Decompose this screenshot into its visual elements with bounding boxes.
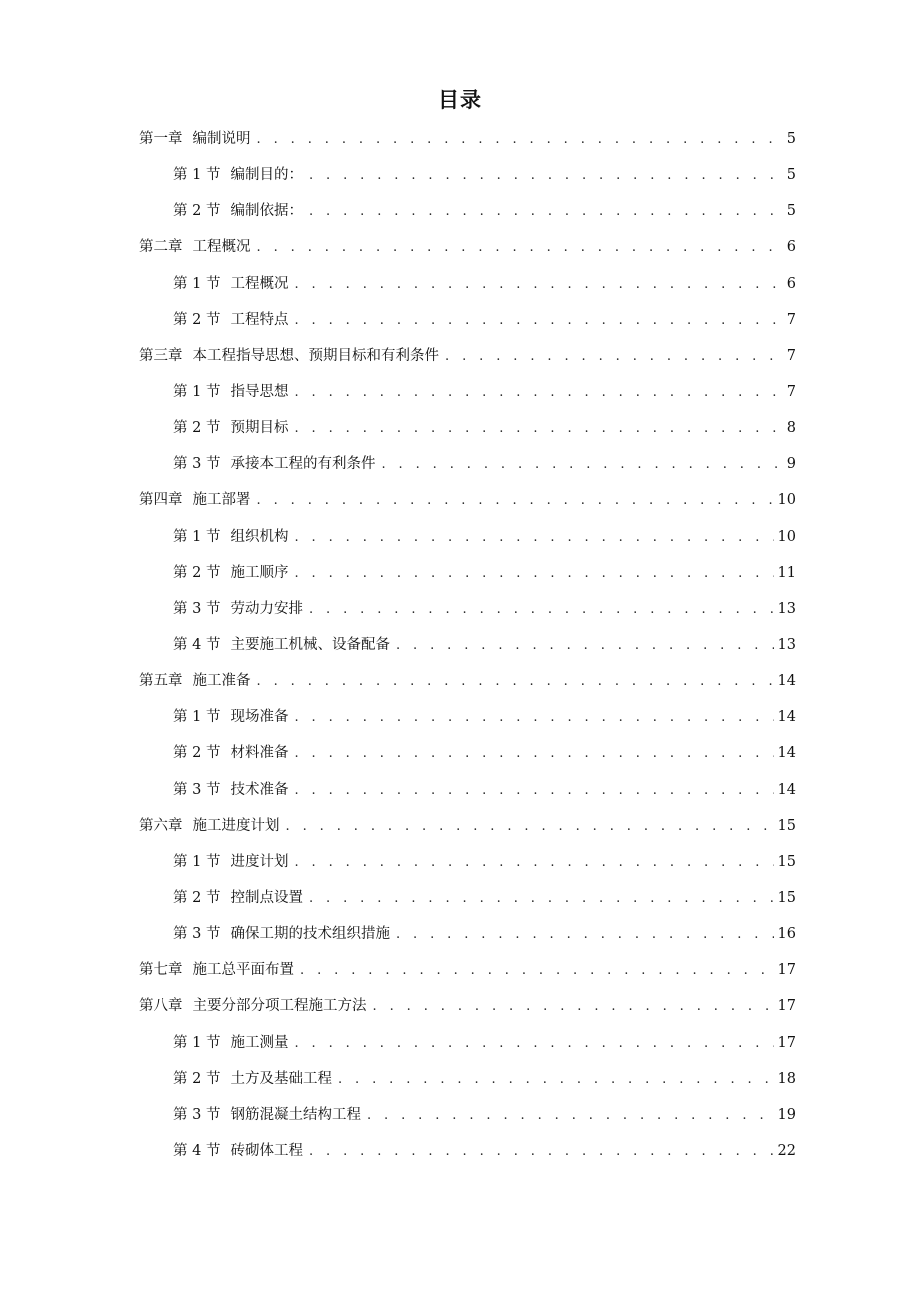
toc-page-number: 14	[777, 781, 796, 798]
toc-dot-leader	[373, 991, 774, 1023]
toc-dot-leader	[294, 847, 773, 879]
toc-dot-leader	[309, 160, 783, 192]
toc-page-number: 14	[777, 673, 796, 690]
toc-entry-text: 本工程指导思想、预期目标和有利条件	[192, 347, 439, 364]
toc-chapter-entry[interactable]	[139, 990, 796, 1026]
toc-entry-label	[173, 159, 303, 191]
toc-section-entry[interactable]	[139, 376, 796, 412]
toc-entry-text: 施工总平面布置	[192, 962, 294, 979]
toc-page-number: 13	[777, 636, 796, 653]
toc-page-number: 5	[786, 131, 796, 147]
toc-entry-label	[173, 882, 303, 914]
toc-page-number: 10	[777, 492, 796, 509]
toc-dot-leader	[257, 666, 774, 698]
toc-page-number: 14	[777, 709, 796, 726]
toc-entry-label	[173, 593, 303, 625]
toc-section-entry[interactable]	[139, 521, 796, 557]
toc-page-number: 15	[777, 889, 796, 906]
toc-entry-text: 技术准备	[230, 781, 289, 798]
toc-entry-number: 第 2 节	[173, 203, 221, 220]
toc-page-number: 7	[786, 347, 796, 364]
toc-entry-text: 施工准备	[192, 673, 251, 690]
toc-entry-number: 第 2 节	[173, 311, 221, 328]
toc-entry-label	[173, 1135, 303, 1167]
toc-entry-text: 编制说明	[192, 131, 251, 147]
toc-entry-label	[173, 521, 288, 553]
toc-page-number: 11	[777, 564, 796, 581]
toc-entry-label	[139, 484, 251, 516]
toc-entry-label	[139, 123, 251, 155]
toc-entry-number: 第 2 节	[173, 564, 221, 581]
toc-entry-number: 第 4 节	[173, 1142, 221, 1159]
toc-page-number: 17	[777, 998, 796, 1015]
toc-entry-label	[173, 774, 288, 806]
toc-section-entry[interactable]	[139, 918, 796, 954]
toc-page-number: 22	[777, 1142, 796, 1159]
toc-entry-text: 预期目标	[230, 420, 289, 437]
toc-chapter-entry[interactable]	[139, 484, 796, 520]
toc-entry-label	[173, 1027, 288, 1059]
toc-entry-text: 承接本工程的有利条件	[230, 456, 376, 473]
toc-dot-leader	[338, 1064, 774, 1096]
toc-entry-label	[173, 1099, 361, 1131]
toc-entry-number: 第 3 节	[173, 926, 221, 943]
toc-entry-number: 第 2 节	[173, 1070, 221, 1087]
toc-section-entry[interactable]	[139, 1099, 796, 1135]
toc-page-number: 7	[786, 383, 796, 400]
toc-page-number: 5	[786, 167, 796, 184]
toc-dot-leader	[300, 955, 774, 987]
toc-entry-label	[139, 810, 280, 842]
toc-entry-number: 第 2 节	[173, 745, 221, 762]
toc-chapter-entry[interactable]	[139, 810, 796, 846]
toc-entry-number: 第 1 节	[173, 853, 221, 870]
toc-page-number: 17	[777, 962, 796, 979]
toc-entry-label	[139, 340, 439, 372]
toc-section-entry[interactable]	[139, 882, 796, 918]
toc-section-entry[interactable]	[139, 1027, 796, 1063]
toc-dot-leader	[294, 269, 782, 301]
toc-page-number: 17	[777, 1034, 796, 1051]
toc-entry-number: 第 1 节	[173, 167, 221, 184]
toc-entry-text: 进度计划	[230, 853, 289, 870]
toc-page-number: 16	[777, 926, 796, 943]
toc-entry-text: 主要施工机械、设备配备	[230, 636, 390, 653]
toc-entry-label	[139, 231, 251, 263]
toc-entry-number: 第 4 节	[173, 636, 221, 653]
toc-entry-number: 第一章	[139, 131, 183, 147]
toc-page-number: 6	[786, 239, 796, 256]
toc-entry-text: 材料准备	[230, 745, 289, 762]
toc-entry-number: 第 2 节	[173, 889, 221, 906]
toc-entry-text: 施工部署	[192, 492, 251, 509]
toc-section-entry[interactable]	[139, 774, 796, 810]
toc-section-entry[interactable]	[139, 1135, 796, 1171]
toc-entry-text: 施工顺序	[230, 564, 289, 581]
toc-page-number: 6	[786, 275, 796, 292]
toc-dot-leader	[294, 377, 782, 409]
toc-chapter-entry[interactable]	[139, 340, 796, 376]
toc-section-entry[interactable]	[139, 557, 796, 593]
toc-section-entry[interactable]	[139, 195, 796, 231]
toc-dot-leader	[294, 305, 782, 337]
toc-entry-number: 第五章	[139, 673, 183, 690]
toc-entry-number: 第 3 节	[173, 600, 221, 617]
toc-entry-label	[173, 448, 375, 480]
toc-entry-label	[173, 557, 288, 589]
toc-entry-text: 主要分部分项工程施工方法	[192, 998, 367, 1015]
toc-chapter-entry[interactable]	[139, 231, 796, 267]
toc-entry-text: 组织机构	[230, 528, 289, 545]
toc-entry-text: 工程特点	[230, 311, 289, 328]
toc-section-entry[interactable]	[139, 737, 796, 773]
toc-dot-leader	[309, 1136, 774, 1168]
toc-section-entry[interactable]	[139, 159, 796, 195]
toc-dot-leader	[309, 196, 783, 228]
toc-dot-leader	[294, 775, 773, 807]
toc-entry-number: 第六章	[139, 817, 183, 834]
toc-section-entry[interactable]	[139, 593, 796, 629]
toc-dot-leader	[294, 1028, 773, 1060]
toc-entry-text: 砖砌体工程	[230, 1142, 303, 1159]
toc-page-number: 13	[777, 600, 796, 617]
toc-dot-leader	[309, 883, 774, 915]
toc-entry-number: 第四章	[139, 492, 183, 509]
toc-entry-text: 指导思想	[230, 383, 289, 400]
toc-entry-text: 工程概况	[192, 239, 251, 256]
toc-entry-number: 第 1 节	[173, 1034, 221, 1051]
toc-entry-label	[139, 990, 367, 1022]
toc-entry-text: 劳动力安排	[230, 600, 303, 617]
toc-dot-leader	[257, 232, 783, 264]
toc-dot-leader	[445, 341, 783, 373]
toc-page-number: 18	[777, 1070, 796, 1087]
toc-section-entry[interactable]	[139, 304, 796, 340]
toc-dot-leader	[396, 630, 774, 662]
toc-entry-label	[173, 918, 390, 950]
toc-entry-number: 第七章	[139, 962, 183, 979]
toc-section-entry[interactable]	[139, 701, 796, 737]
toc-entry-label	[173, 304, 288, 336]
toc-entry-text: 钢筋混凝土结构工程	[230, 1106, 361, 1123]
toc-dot-leader	[294, 413, 782, 445]
toc-page-number: 8	[786, 420, 796, 437]
toc-section-entry[interactable]	[139, 268, 796, 304]
toc-dot-leader	[257, 124, 783, 156]
toc-entry-number: 第三章	[139, 347, 183, 364]
toc-page-number: 10	[777, 528, 796, 545]
toc-dot-leader	[396, 919, 774, 951]
toc-entry-label	[173, 268, 288, 300]
toc-dot-leader	[309, 594, 774, 626]
toc-dot-leader	[367, 1100, 774, 1132]
toc-dot-leader	[286, 811, 774, 843]
toc-section-entry[interactable]	[139, 1063, 796, 1099]
toc-page-number: 15	[777, 853, 796, 870]
toc-entry-number: 第 1 节	[173, 528, 221, 545]
toc-entry-label	[139, 954, 294, 986]
toc-entry-number: 第 1 节	[173, 383, 221, 400]
toc-dot-leader	[294, 738, 773, 770]
toc-page-number: 7	[786, 311, 796, 328]
toc-entry-text: 编制依据：	[230, 203, 303, 220]
toc-entry-text: 确保工期的技术组织措施	[230, 926, 390, 943]
toc-entry-text: 施工测量	[230, 1034, 289, 1051]
toc-entry-text: 编制目的：	[230, 167, 303, 184]
toc-dot-leader	[294, 702, 773, 734]
toc-section-entry[interactable]	[139, 412, 796, 448]
toc-entry-label	[173, 737, 288, 769]
toc-title: 目录	[438, 88, 482, 112]
toc-section-entry[interactable]	[139, 448, 796, 484]
toc-entry-label	[173, 195, 303, 227]
toc-entry-text: 现场准备	[230, 709, 289, 726]
toc-entry-number: 第 3 节	[173, 1106, 221, 1123]
toc-entry-label	[173, 629, 390, 661]
toc-entry-number: 第 1 节	[173, 275, 221, 292]
toc-dot-leader	[381, 449, 782, 481]
toc-chapter-entry[interactable]	[139, 665, 796, 701]
toc-entry-number: 第八章	[139, 998, 183, 1015]
toc-entry-text: 控制点设置	[230, 889, 303, 906]
toc-section-entry[interactable]	[139, 846, 796, 882]
toc-list	[139, 123, 796, 1171]
toc-entry-number: 第 3 节	[173, 781, 221, 798]
toc-page-number: 5	[786, 203, 796, 220]
toc-dot-leader	[294, 558, 773, 590]
toc-entry-number: 第 1 节	[173, 709, 221, 726]
toc-entry-label	[173, 376, 288, 408]
toc-entry-label	[173, 846, 288, 878]
toc-entry-label	[173, 412, 288, 444]
toc-chapter-entry[interactable]	[139, 123, 796, 159]
toc-page-number: 14	[777, 745, 796, 762]
toc-page-number: 15	[777, 817, 796, 834]
toc-section-entry[interactable]	[139, 629, 796, 665]
toc-dot-leader	[257, 485, 774, 517]
toc-entry-text: 土方及基础工程	[230, 1070, 332, 1087]
toc-entry-number: 第二章	[139, 239, 183, 256]
toc-chapter-entry[interactable]	[139, 954, 796, 990]
toc-entry-number: 第 3 节	[173, 456, 221, 473]
toc-entry-label	[173, 701, 288, 733]
toc-dot-leader	[294, 522, 773, 554]
toc-entry-label	[139, 665, 251, 697]
toc-page-number: 19	[777, 1106, 796, 1123]
toc-page-number: 9	[786, 456, 796, 473]
toc-entry-label	[173, 1063, 332, 1095]
toc-entry-text: 施工进度计划	[192, 817, 280, 834]
toc-entry-text: 工程概况	[230, 275, 289, 292]
toc-entry-number: 第 2 节	[173, 420, 221, 437]
